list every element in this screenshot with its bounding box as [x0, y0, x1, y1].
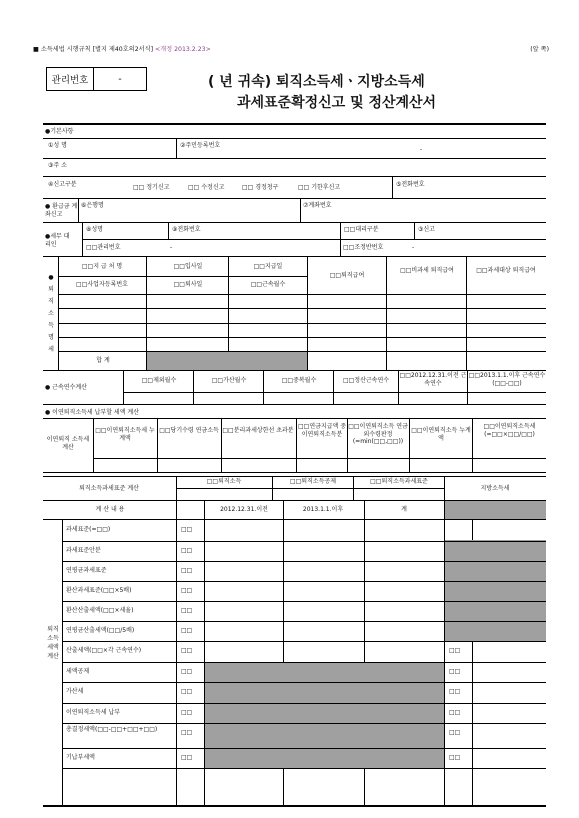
agent-phone-label: ⑨전화번호	[172, 226, 201, 233]
option-amended[interactable]: □□ 수정신고	[188, 184, 225, 191]
calc-row-label: 환산산출세액(□□×세율)	[66, 607, 134, 614]
sum-column-header: 계	[401, 506, 407, 513]
nontaxable-pay-header: □□비과세 퇴직급여	[400, 267, 454, 274]
retirement-pay-header: □□퇴직급여	[329, 272, 365, 279]
agent-mgmt-dash: -	[170, 244, 173, 251]
deferral-side-label: 이연퇴직 소득세 계산	[46, 436, 90, 451]
agent-type-label: □□대리구분	[344, 226, 379, 233]
option-late[interactable]: □□ 기한후신고	[298, 184, 341, 191]
address-label: ③주 소	[48, 162, 67, 169]
form-title-line2: 과세표준확정신고 및 정산계산서	[237, 95, 437, 111]
calc-row-box: □□	[181, 647, 193, 654]
calc-row-box: □□	[181, 547, 193, 554]
post2013-years-header: □□2013.1.1.이후 근속연수(□□-□□)	[468, 372, 546, 387]
pension-deferral-portion-header: □□연금지급액 중 이연퇴직소득분	[297, 423, 347, 438]
retirement-deduction-header: □□퇴직소득공제	[289, 478, 337, 485]
local-tax-header: 지방소득세	[480, 485, 510, 492]
tax-base-calc-label: 퇴직소득과세표준 계산	[79, 485, 139, 492]
form-title-line1: ( 년 귀속) 퇴직소득세ㆍ지방소득세	[208, 74, 425, 90]
tax-agent-label: ●세무 대리인	[45, 233, 70, 248]
calc-row-label: 이연퇴직소득세 납부	[66, 709, 121, 716]
post2013-column-header: 2013.1.1.이후	[302, 506, 344, 513]
calc-content-header: 계 산 내 용	[95, 506, 125, 513]
deferral-accum-income-header: □□이연퇴직소득 누계액	[411, 427, 471, 442]
payment-date-header: □□지급일	[253, 263, 283, 270]
calc-row-label: 연평균과세표준	[66, 567, 107, 574]
local-tax-box: □□	[449, 729, 461, 736]
name-label: ①성 명	[48, 142, 67, 149]
calc-row-label: 총결정세액(□□-□□+□□+□□)	[66, 726, 158, 733]
calc-row-box: □□	[181, 709, 193, 716]
join-date-header: □□입사일	[173, 263, 203, 270]
retirement-tax-base-header: □□퇴직소득과세표준	[370, 478, 428, 485]
resident-number-label: ②주민등록번호	[180, 142, 221, 149]
calc-row-label: 연평균산출세액(□□/5배)	[66, 627, 135, 634]
pre2012-column-header: 2012.12.31.이전	[220, 506, 268, 513]
excluded-months-header: □□제외월수	[141, 377, 177, 384]
settled-years-header: □□정산근속연수	[342, 377, 390, 384]
local-tax-box: □□	[449, 754, 461, 761]
agent-name-label: ⑧성명	[86, 226, 103, 233]
calc-row-label: 과세표준(=□□)	[66, 526, 111, 533]
basic-section-title: ●기본사항	[45, 128, 74, 135]
added-months-header: □□가산월수	[211, 377, 247, 384]
local-tax-box: □□	[449, 688, 461, 695]
calc-row-box: □□	[181, 526, 193, 533]
agent-mgmt-number-label: □□관리번호	[86, 244, 121, 251]
calc-row-box: □□	[181, 729, 193, 736]
business-number-header: □□사업자등록번호	[76, 281, 128, 288]
page-indicator: (앞 쪽)	[530, 46, 549, 53]
agent-adjust-dash: -	[412, 244, 415, 251]
agent-report-label: ③신고	[418, 226, 435, 233]
service-months-header: □□근속월수	[250, 281, 286, 288]
separate-tax-excess-header: □□분리과세상한선 초과분	[222, 427, 294, 434]
calc-row-label: 기납부세액	[66, 754, 95, 761]
tax-calc-side-label: 퇴직 소득 세액 계산	[47, 626, 59, 660]
retirement-income-header: □□퇴직소득	[206, 478, 242, 485]
overlap-months-header: □□중복월수	[281, 377, 317, 384]
calc-row-box: □□	[181, 587, 193, 594]
refund-account-label: ● 환급금 계좌신고	[45, 203, 78, 218]
local-tax-box: □□	[449, 668, 461, 675]
calc-row-box: □□	[181, 688, 193, 695]
calc-row-box: □□	[181, 567, 193, 574]
management-number-box	[46, 67, 147, 91]
option-regular[interactable]: □□ 정기신고	[133, 184, 170, 191]
leave-date-header: □□퇴사일	[173, 281, 203, 288]
form-reference: ■ 소득세법 시행규칙 [별지 제40호의2서식] <개정 2013.2.23>	[33, 46, 211, 53]
management-number-value[interactable]: -	[118, 73, 122, 85]
filing-type-label: ④신고구분	[48, 181, 77, 188]
pre2012-years-header: □□2012.12.31.이전 근속연수	[399, 372, 467, 387]
account-number-label: ⑦계좌번호	[303, 202, 332, 209]
bank-name-label: ⑥은행명	[81, 202, 104, 209]
local-tax-box: □□	[449, 647, 461, 654]
taxable-pay-header: □□과세대상 퇴직급여	[476, 267, 536, 274]
deferral-accum-tax-header: □□이연퇴직소득세 누계액	[95, 427, 155, 442]
revision-note: <개정 2013.2.23>	[154, 46, 211, 53]
calc-row-box: □□	[181, 627, 193, 634]
calc-row-box: □□	[181, 607, 193, 614]
resident-number-dash: -	[420, 146, 423, 153]
option-correction[interactable]: □□ 경정청구	[242, 184, 279, 191]
calc-row-label: 환산과세표준(□□×5배)	[66, 587, 132, 594]
calc-row-box: □□	[181, 754, 193, 761]
calc-row-label: 가산세	[66, 688, 84, 695]
calc-row-label: 과세표준안분	[66, 547, 101, 554]
phone-label: ⑤전화번호	[396, 181, 425, 188]
calc-row-box: □□	[181, 668, 193, 675]
payer-name-header: □□지 급 처 명	[81, 263, 123, 270]
pension-income-header: □□당기수령 연금소득	[159, 427, 219, 434]
deferral-tax-header: □□이연퇴직소득세 (=□□×□□/□□)	[483, 423, 536, 438]
deferral-section-title: ● 이연퇴직소득세 납부할 세액 계산	[45, 409, 140, 416]
local-tax-box: □□	[449, 709, 461, 716]
calc-row-label: 산출세액(□□×각 근속연수)	[66, 647, 142, 654]
retirement-details-label: ● 퇴 직 소 득 명 세	[48, 274, 54, 353]
management-number-label: 관리번호	[47, 68, 94, 90]
service-years-label: ● 근속연수계산	[45, 384, 87, 391]
non-pension-receipt-header: □□이연퇴직소득 연금외수령판정 (=min(□□,□□))	[348, 423, 408, 445]
agent-adjust-number-label: □□조정반번호	[343, 244, 384, 251]
calc-row-label: 세액공제	[66, 668, 90, 675]
total-label: 합 계	[96, 357, 110, 364]
